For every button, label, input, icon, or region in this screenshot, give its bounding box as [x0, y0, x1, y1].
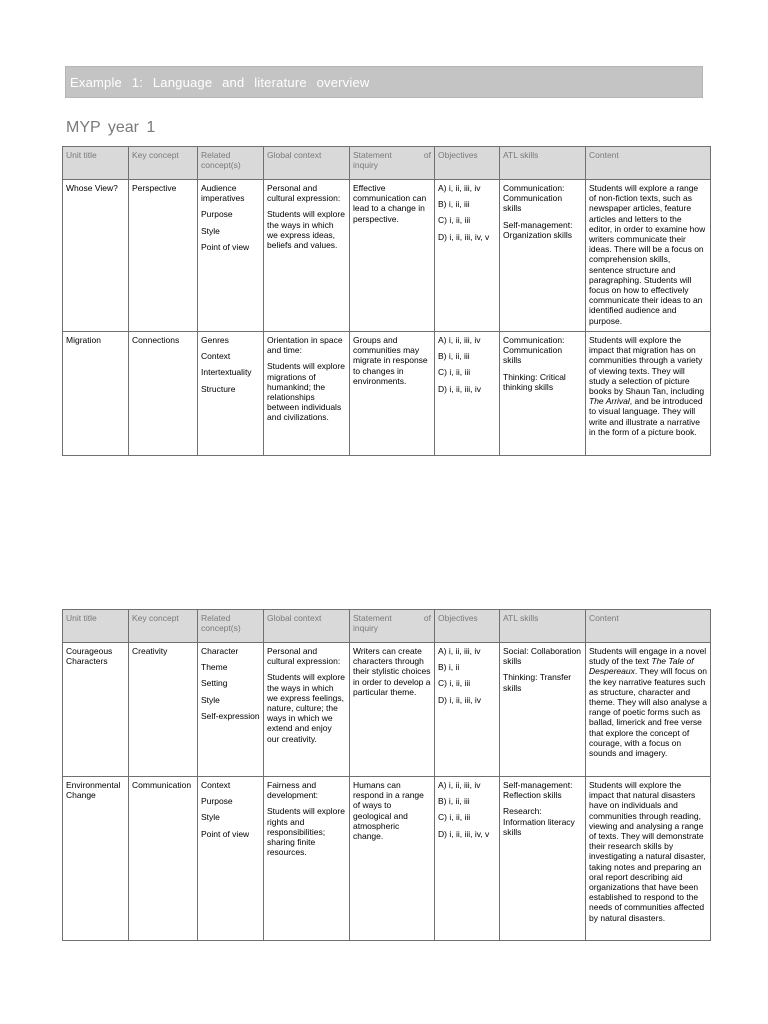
statement-of-inquiry: Writers can create characters through their stylistic choices in order to develop a particular theme. [350, 643, 435, 777]
global-context-name: Fairness and development: [267, 780, 319, 801]
header-key-concept: Key concept [129, 147, 198, 180]
related-concept: Point of view [201, 241, 250, 252]
statement-of-inquiry: Effective communication can lead to a change in perspective. [350, 180, 435, 332]
related-concept: Audience imperatives [201, 183, 245, 204]
objective: C) i, ii, iii [438, 812, 471, 823]
header-statement-of: of [423, 613, 431, 623]
atl-skills [500, 643, 586, 777]
overview-table-2 [62, 609, 711, 941]
objective: A) i, ii, iii, iv [438, 646, 481, 656]
related-concepts [198, 180, 264, 332]
global-context-name: Personal and cultural expression: [267, 646, 341, 667]
content [586, 180, 711, 332]
objectives [435, 643, 500, 777]
atl-skill: Self-management: Reflection skills [503, 780, 573, 801]
table-header-row [63, 610, 711, 643]
related-concepts [198, 643, 264, 777]
header-atl-skills: ATL skills [500, 147, 586, 180]
header-global-context: Global context [264, 147, 350, 180]
header-global-context: Global context [264, 610, 350, 643]
header-statement [350, 147, 435, 180]
content-text: Students will explore the impact that migration has on communities through a variety of viewing texts. They will study a selection of picture books by Shaun Tan, including [589, 335, 705, 397]
header-statement-word: Statement [353, 150, 392, 160]
content-text: Students will explore the impact that natural disasters have on individuals and communities through reading, viewing and analysing a range of texts. They will demonstrate their research skills by investigating a natural disaster, taking notes and preparing an oral report describing aid organizations that have been established to respond to the needs of communities affected by natural disasters. [589, 780, 706, 923]
atl-skill: Social: Collaboration skills [503, 646, 581, 667]
atl-skills [500, 180, 586, 332]
related-concept: Style [201, 694, 220, 705]
statement-of-inquiry: Humans can respond in a range of ways to geological and atmospheric change. [350, 777, 435, 941]
objective: B) i, ii [438, 662, 460, 673]
content-text: Students will engage in a novel study of the text [589, 646, 707, 667]
related-concept: Structure [201, 383, 236, 394]
header-statement-inquiry: inquiry [353, 623, 379, 634]
global-context-name: Orientation in space and time: [267, 335, 343, 356]
header-content: Content [586, 147, 711, 180]
atl-skill: Communication: Communication skills [503, 335, 565, 366]
objective: C) i, ii, iii [438, 678, 471, 689]
objectives [435, 180, 500, 332]
key-concept: Perspective [129, 180, 198, 332]
related-concept: Self-expression [201, 710, 260, 721]
key-concept: Connections [129, 332, 198, 456]
related-concepts [198, 777, 264, 941]
related-concept: Point of view [201, 828, 250, 839]
objective: A) i, ii, iii, iv [438, 335, 481, 345]
objective: B) i, ii, iii [438, 351, 470, 362]
related-concept: Context [201, 351, 231, 362]
content [586, 332, 711, 456]
global-context [264, 777, 350, 941]
global-context-name: Personal and cultural expression: [267, 183, 341, 204]
atl-skills [500, 777, 586, 941]
atl-skill: Thinking: Transfer skills [503, 672, 572, 693]
header-objectives: Objectives [435, 147, 500, 180]
content-text: Students will explore a range of non-fiction texts, such as newspaper articles, feature articles and letters to the editor, in order to examine how writers communicate their ideas. There will be a focus on comprehension skills, sentence structure and paragraphing. Students will focus on how to effectively communicate their ideas to an identified audience and purpose. [589, 183, 706, 326]
related-concept: Character [201, 646, 239, 656]
related-concept: Context [201, 780, 231, 790]
header-key-concept: Key concept [129, 610, 198, 643]
atl-skill: Thinking: Critical thinking skills [503, 371, 566, 392]
related-concepts [198, 332, 264, 456]
unit-title: Whose View? [63, 180, 129, 332]
atl-skill: Communication: Communication skills [503, 183, 565, 214]
content-text-post: . They will focus on the key narrative features such as structure, character and theme. They will also analyse a range of poetic forms such as ballad, limerick and free verse that explore the concept of courage, with a focus on sounds and imagery. [589, 666, 707, 759]
unit-title: Courageous Characters [63, 643, 129, 777]
header-statement-word: Statement [353, 613, 392, 623]
related-concept: Purpose [201, 209, 233, 220]
objectives [435, 332, 500, 456]
related-concept: Style [201, 812, 220, 823]
key-concept: Communication [129, 777, 198, 941]
page-subtitle: MYP year 1 [66, 119, 156, 136]
objective: D) i, ii, iii, iv [438, 694, 481, 705]
objective: A) i, ii, iii, iv [438, 780, 481, 790]
table-row [63, 180, 711, 332]
related-concept: Setting [201, 678, 228, 689]
header-related-concepts: Related concept(s) [198, 147, 264, 180]
global-context-detail: Students will explore migrations of humankind; the relationships between individuals and civilizations. [267, 361, 345, 423]
related-concept: Intertextuality [201, 367, 252, 378]
global-context [264, 180, 350, 332]
objective: A) i, ii, iii, iv [438, 183, 481, 193]
objective: D) i, ii, iii, iv [438, 383, 481, 394]
table-row [63, 643, 711, 777]
key-concept: Creativity [129, 643, 198, 777]
related-concept: Purpose [201, 796, 233, 807]
content [586, 643, 711, 777]
table-row [63, 777, 711, 941]
table-header-row [63, 147, 711, 180]
global-context-detail: Students will explore the ways in which we express feelings, nature, culture; the ways in which we extend and enjoy our creativity. [267, 672, 345, 744]
unit-title: Environmental Change [63, 777, 129, 941]
global-context [264, 643, 350, 777]
related-concept: Genres [201, 335, 229, 345]
global-context-detail: Students will explore rights and responsibilities; sharing finite resources. [267, 806, 345, 858]
unit-title: Migration [63, 332, 129, 456]
content [586, 777, 711, 941]
table-row [63, 332, 711, 456]
atl-skill: Self-management: Organization skills [503, 219, 573, 240]
content-text-post: , and be introduced to visual language. They will write and illustrate a narrative in the form of a picture book. [589, 396, 703, 437]
objective: D) i, ii, iii, iv, v [438, 231, 490, 242]
objective: B) i, ii, iii [438, 796, 470, 807]
objective: C) i, ii, iii [438, 215, 471, 226]
header-content: Content [586, 610, 711, 643]
content-italic: The Tale of Despereaux [589, 656, 694, 677]
global-context-detail: Students will explore the ways in which we express ideas, beliefs and values. [267, 209, 345, 251]
banner-title: Example 1: Language and literature overview [70, 75, 370, 90]
objective: B) i, ii, iii [438, 199, 470, 210]
atl-skill: Research: Information literacy skills [503, 806, 575, 837]
atl-skills [500, 332, 586, 456]
header-atl-skills: ATL skills [500, 610, 586, 643]
header-unit-title: Unit title [63, 147, 129, 180]
global-context [264, 332, 350, 456]
section-banner [65, 66, 703, 98]
objective: C) i, ii, iii [438, 367, 471, 378]
overview-table-1 [62, 146, 711, 456]
header-related-concepts: Related concept(s) [198, 610, 264, 643]
header-unit-title: Unit title [63, 610, 129, 643]
related-concept: Theme [201, 662, 228, 673]
header-statement-of: of [423, 150, 431, 160]
header-statement [350, 610, 435, 643]
related-concept: Style [201, 225, 220, 236]
header-statement-inquiry: inquiry [353, 160, 379, 171]
header-objectives: Objectives [435, 610, 500, 643]
content-italic: The Arrival [589, 396, 630, 407]
statement-of-inquiry: Groups and communities may migrate in response to changes in environments. [350, 332, 435, 456]
objectives [435, 777, 500, 941]
objective: D) i, ii, iii, iv, v [438, 828, 490, 839]
